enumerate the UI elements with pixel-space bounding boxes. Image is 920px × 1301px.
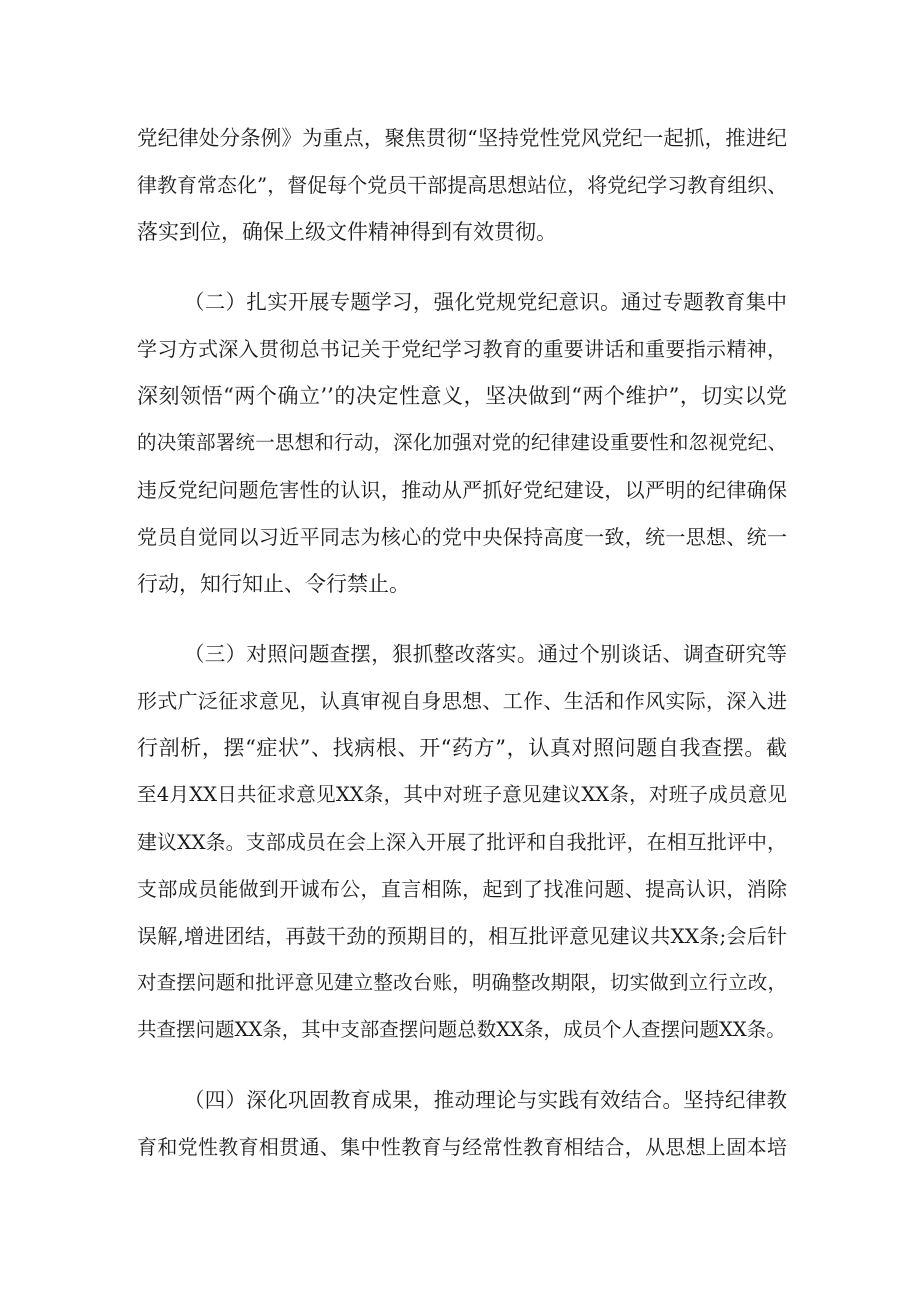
paragraph-1-line-2: 律教育常态化”，督促每个党员干部提高思想站位，将党纪学习教育组织、 <box>137 173 788 197</box>
paragraph-4-line-1: （四）深化巩固教育成果，推动理论与实践有效结合。坚持纪律教 <box>184 1088 787 1112</box>
paragraph-3-line-3: 行剖析，摆“症状”、找病根、开“药方”，认真对照问题自我查摆。截 <box>137 736 787 760</box>
paragraph-3-line-2: 形式广泛征求意见，认真审视自身思想、工作、生活和作风实际，深入进 <box>137 689 787 713</box>
paragraph-2-line-4: 的决策部署统一思想和行动，深化加强对党的纪律建设重要性和忽视党纪、 <box>137 431 787 454</box>
paragraph-3-line-6: 支部成员能做到开诚布公，直言相陈，起到了找准问题、提高认识，消除 <box>137 877 787 901</box>
paragraph-3-line-1: （三）对照问题查摆，狠抓整改落实。通过个别谈话、调查研究等 <box>184 642 787 666</box>
paragraph-2-line-6: 党员自觉同以习近平同志为核心的党中央保持高度一致，统一思想、统一 <box>137 525 787 549</box>
paragraph-4-line-2: 育和党性教育相贯通、集中性教育与经常性教育相结合，从思想上固本培 <box>137 1135 787 1159</box>
paragraph-3-line-8: 对查摆问题和批评意见建立整改台账，明确整改期限，切实做到立行立改， <box>137 971 787 994</box>
paragraph-2-line-2: 学习方式深入贯彻总书记关于党纪学习教育的重要讲话和重要指示精神， <box>137 337 787 361</box>
paragraph-2-line-1: （二）扎实开展专题学习，强化党规党纪意识。通过专题教育集中 <box>184 290 787 314</box>
paragraph-2-line-3: 深刻领悟“两个确立’’的决定性意义，坚决做到“两个维护”，切实以党 <box>137 384 787 408</box>
paragraph-3-line-7: 误解,增进团结，再鼓干劲的预期目的，相互批评意见建议共XX条;会后针 <box>137 924 787 948</box>
paragraph-3-line-9: 共查摆问题XX条，其中支部查摆问题总数XX条，成员个人查摆问题XX条。 <box>137 1018 786 1041</box>
paragraph-1-line-3: 落实到位，确保上级文件精神得到有效贯彻。 <box>137 220 557 244</box>
paragraph-2-line-5: 违反党纪问题危害性的认识，推动从严抓好党纪建设，以严明的纪律确保 <box>137 478 787 502</box>
paragraph-2-line-7: 行动，知行知止、令行禁止。 <box>137 572 410 596</box>
paragraph-3-line-4: 至4月XX日共征求意见XX条，其中对班子意见建议XX条，对班子成员意见 <box>137 783 787 806</box>
paragraph-1-line-1: 党纪律处分条例》为重点，聚焦贯彻“坚持党性党风党纪一起抓，推进纪 <box>137 126 787 150</box>
paragraph-3-line-5: 建议XX条。支部成员在会上深入开展了批评和自我批评，在相互批评中， <box>137 830 787 854</box>
